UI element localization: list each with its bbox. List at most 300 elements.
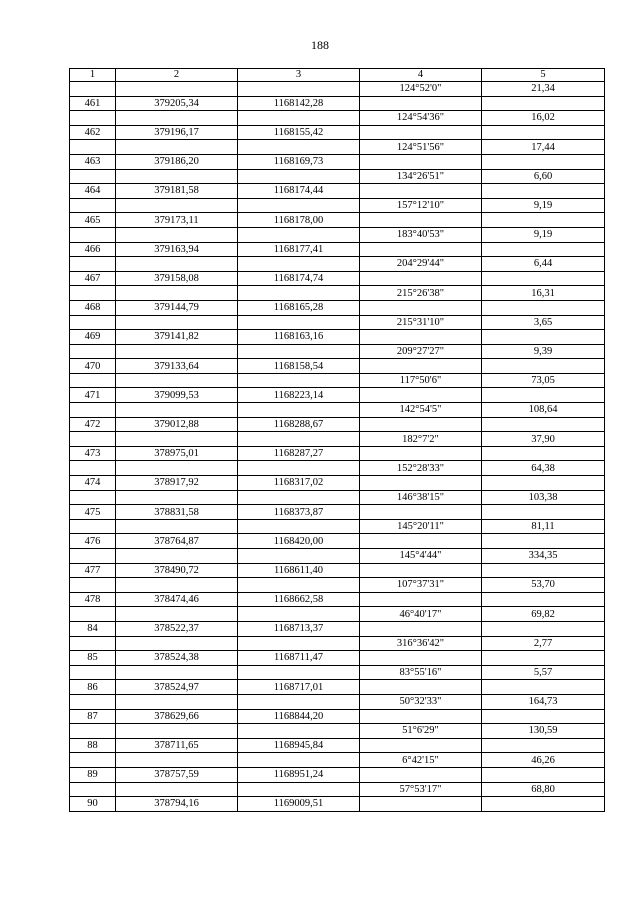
y-coordinate-cell: 1168844,20	[238, 709, 360, 724]
x-coordinate-cell: 378522,37	[116, 621, 238, 636]
empty-cell	[482, 738, 605, 753]
empty-cell	[482, 476, 605, 491]
empty-cell	[360, 680, 482, 695]
x-coordinate-cell: 378831,58	[116, 505, 238, 520]
x-coordinate-cell: 379173,11	[116, 213, 238, 228]
point-row	[70, 709, 605, 724]
empty-cell	[360, 271, 482, 286]
empty-cell	[482, 388, 605, 403]
direction-angle-cell: 215°26'38"	[360, 286, 482, 301]
empty-cell	[360, 592, 482, 607]
empty-cell	[360, 242, 482, 257]
empty-cell	[482, 797, 605, 812]
table-header-row	[70, 69, 605, 82]
empty-cell	[238, 111, 360, 126]
point-row	[70, 476, 605, 491]
distance-cell: 6,60	[482, 169, 605, 184]
direction-angle-cell: 46°40'17"	[360, 607, 482, 622]
empty-cell	[238, 665, 360, 680]
empty-cell	[360, 417, 482, 432]
column-header-4: 4	[360, 69, 482, 82]
point-number-cell: 464	[70, 184, 116, 199]
direction-angle-cell: 124°54'36"	[360, 111, 482, 126]
segment-row	[70, 227, 605, 242]
point-number-cell: 465	[70, 213, 116, 228]
direction-angle-cell: 145°20'11"	[360, 519, 482, 534]
empty-cell	[482, 359, 605, 374]
empty-cell	[70, 257, 116, 272]
distance-cell: 334,35	[482, 549, 605, 564]
segment-row	[70, 82, 605, 97]
empty-cell	[238, 724, 360, 739]
direction-angle-cell: 107°37'31"	[360, 578, 482, 593]
empty-cell	[482, 213, 605, 228]
y-coordinate-cell: 1168169,73	[238, 154, 360, 169]
empty-cell	[482, 446, 605, 461]
empty-cell	[238, 227, 360, 242]
empty-cell	[116, 315, 238, 330]
empty-cell	[116, 373, 238, 388]
direction-angle-cell: 183°40'53"	[360, 227, 482, 242]
empty-cell	[360, 476, 482, 491]
segment-row	[70, 665, 605, 680]
empty-cell	[360, 797, 482, 812]
empty-cell	[360, 154, 482, 169]
empty-cell	[116, 636, 238, 651]
direction-angle-cell: 152°28'33"	[360, 461, 482, 476]
empty-cell	[70, 286, 116, 301]
direction-angle-cell: 209°27'27"	[360, 344, 482, 359]
segment-row	[70, 578, 605, 593]
y-coordinate-cell: 1168713,37	[238, 621, 360, 636]
x-coordinate-cell: 379158,08	[116, 271, 238, 286]
empty-cell	[360, 300, 482, 315]
empty-cell	[482, 563, 605, 578]
x-coordinate-cell: 379012,88	[116, 417, 238, 432]
x-coordinate-cell: 378474,46	[116, 592, 238, 607]
direction-angle-cell: 215°31'10"	[360, 315, 482, 330]
empty-cell	[116, 432, 238, 447]
direction-angle-cell: 182°7'2"	[360, 432, 482, 447]
segment-row	[70, 636, 605, 651]
empty-cell	[238, 694, 360, 709]
segment-row	[70, 257, 605, 272]
empty-cell	[70, 461, 116, 476]
distance-cell: 130,59	[482, 724, 605, 739]
x-coordinate-cell: 379099,53	[116, 388, 238, 403]
empty-cell	[116, 782, 238, 797]
y-coordinate-cell: 1168178,00	[238, 213, 360, 228]
y-coordinate-cell: 1168717,01	[238, 680, 360, 695]
point-number-cell: 89	[70, 767, 116, 782]
x-coordinate-cell: 378524,38	[116, 651, 238, 666]
point-number-cell: 467	[70, 271, 116, 286]
empty-cell	[360, 621, 482, 636]
x-coordinate-cell: 378757,59	[116, 767, 238, 782]
empty-cell	[116, 227, 238, 242]
y-coordinate-cell: 1168142,28	[238, 96, 360, 111]
x-coordinate-cell: 379144,79	[116, 300, 238, 315]
point-row	[70, 563, 605, 578]
empty-cell	[116, 724, 238, 739]
point-row	[70, 271, 605, 286]
empty-cell	[70, 782, 116, 797]
distance-cell: 9,19	[482, 198, 605, 213]
direction-angle-cell: 142°54'5"	[360, 403, 482, 418]
y-coordinate-cell: 1168711,47	[238, 651, 360, 666]
empty-cell	[116, 694, 238, 709]
empty-cell	[482, 125, 605, 140]
empty-cell	[360, 96, 482, 111]
direction-angle-cell: 145°4'44"	[360, 549, 482, 564]
distance-cell: 37,90	[482, 432, 605, 447]
point-row	[70, 154, 605, 169]
segment-row	[70, 549, 605, 564]
point-number-cell: 87	[70, 709, 116, 724]
distance-cell: 53,70	[482, 578, 605, 593]
point-number-cell: 472	[70, 417, 116, 432]
distance-cell: 16,31	[482, 286, 605, 301]
empty-cell	[70, 724, 116, 739]
empty-cell	[70, 490, 116, 505]
empty-cell	[360, 184, 482, 199]
point-row	[70, 125, 605, 140]
y-coordinate-cell: 1169009,51	[238, 797, 360, 812]
empty-cell	[482, 767, 605, 782]
empty-cell	[116, 257, 238, 272]
point-number-cell: 476	[70, 534, 116, 549]
empty-cell	[70, 432, 116, 447]
distance-cell: 68,80	[482, 782, 605, 797]
x-coordinate-cell: 379133,64	[116, 359, 238, 374]
y-coordinate-cell: 1168174,44	[238, 184, 360, 199]
empty-cell	[116, 169, 238, 184]
segment-row	[70, 286, 605, 301]
direction-angle-cell: 146°38'15"	[360, 490, 482, 505]
point-number-cell: 468	[70, 300, 116, 315]
y-coordinate-cell: 1168174,74	[238, 271, 360, 286]
empty-cell	[70, 665, 116, 680]
empty-cell	[482, 651, 605, 666]
empty-cell	[360, 709, 482, 724]
empty-cell	[116, 82, 238, 97]
y-coordinate-cell: 1168165,28	[238, 300, 360, 315]
x-coordinate-cell: 379196,17	[116, 125, 238, 140]
direction-angle-cell: 124°51'56"	[360, 140, 482, 155]
point-row	[70, 417, 605, 432]
direction-angle-cell: 157°12'10"	[360, 198, 482, 213]
segment-row	[70, 782, 605, 797]
y-coordinate-cell: 1168317,02	[238, 476, 360, 491]
empty-cell	[70, 403, 116, 418]
empty-cell	[482, 621, 605, 636]
empty-cell	[70, 519, 116, 534]
distance-cell: 108,64	[482, 403, 605, 418]
x-coordinate-cell: 379186,20	[116, 154, 238, 169]
point-row	[70, 797, 605, 812]
y-coordinate-cell: 1168611,40	[238, 563, 360, 578]
empty-cell	[238, 169, 360, 184]
segment-row	[70, 694, 605, 709]
empty-cell	[482, 680, 605, 695]
empty-cell	[238, 82, 360, 97]
empty-cell	[238, 198, 360, 213]
empty-cell	[70, 607, 116, 622]
empty-cell	[482, 417, 605, 432]
x-coordinate-cell: 379141,82	[116, 330, 238, 345]
segment-row	[70, 753, 605, 768]
point-row	[70, 534, 605, 549]
direction-angle-cell: 117°50'6"	[360, 373, 482, 388]
empty-cell	[238, 636, 360, 651]
empty-cell	[238, 519, 360, 534]
distance-cell: 81,11	[482, 519, 605, 534]
distance-cell: 3,65	[482, 315, 605, 330]
point-number-cell: 463	[70, 154, 116, 169]
y-coordinate-cell: 1168155,42	[238, 125, 360, 140]
empty-cell	[70, 578, 116, 593]
point-row	[70, 651, 605, 666]
coordinates-table	[69, 68, 605, 812]
empty-cell	[238, 461, 360, 476]
empty-cell	[482, 242, 605, 257]
segment-row	[70, 607, 605, 622]
table-body	[70, 69, 605, 812]
empty-cell	[482, 300, 605, 315]
direction-angle-cell: 83°55'16"	[360, 665, 482, 680]
y-coordinate-cell: 1168420,00	[238, 534, 360, 549]
x-coordinate-cell: 378975,01	[116, 446, 238, 461]
empty-cell	[238, 286, 360, 301]
x-coordinate-cell: 379205,34	[116, 96, 238, 111]
point-row	[70, 738, 605, 753]
empty-cell	[238, 373, 360, 388]
point-number-cell: 86	[70, 680, 116, 695]
empty-cell	[116, 344, 238, 359]
x-coordinate-cell: 378711,65	[116, 738, 238, 753]
empty-cell	[238, 578, 360, 593]
point-number-cell: 88	[70, 738, 116, 753]
empty-cell	[482, 154, 605, 169]
y-coordinate-cell: 1168158,54	[238, 359, 360, 374]
empty-cell	[482, 96, 605, 111]
empty-cell	[238, 432, 360, 447]
distance-cell: 16,02	[482, 111, 605, 126]
segment-row	[70, 315, 605, 330]
point-row	[70, 592, 605, 607]
y-coordinate-cell: 1168662,58	[238, 592, 360, 607]
segment-row	[70, 111, 605, 126]
point-row	[70, 767, 605, 782]
point-number-cell: 473	[70, 446, 116, 461]
empty-cell	[116, 286, 238, 301]
distance-cell: 164,73	[482, 694, 605, 709]
direction-angle-cell: 124°52'0"	[360, 82, 482, 97]
point-number-cell: 477	[70, 563, 116, 578]
empty-cell	[116, 753, 238, 768]
point-row	[70, 505, 605, 520]
empty-cell	[70, 753, 116, 768]
empty-cell	[482, 505, 605, 520]
empty-cell	[116, 549, 238, 564]
empty-cell	[238, 257, 360, 272]
y-coordinate-cell: 1168288,67	[238, 417, 360, 432]
y-coordinate-cell: 1168177,41	[238, 242, 360, 257]
empty-cell	[360, 563, 482, 578]
point-row	[70, 359, 605, 374]
distance-cell: 103,38	[482, 490, 605, 505]
y-coordinate-cell: 1168287,27	[238, 446, 360, 461]
empty-cell	[116, 578, 238, 593]
empty-cell	[116, 665, 238, 680]
point-number-cell: 90	[70, 797, 116, 812]
distance-cell: 2,77	[482, 636, 605, 651]
direction-angle-cell: 316°36'42"	[360, 636, 482, 651]
distance-cell: 9,19	[482, 227, 605, 242]
empty-cell	[70, 198, 116, 213]
empty-cell	[238, 344, 360, 359]
distance-cell: 73,05	[482, 373, 605, 388]
segment-row	[70, 140, 605, 155]
point-number-cell: 462	[70, 125, 116, 140]
x-coordinate-cell: 378629,66	[116, 709, 238, 724]
empty-cell	[70, 636, 116, 651]
empty-cell	[116, 111, 238, 126]
distance-cell: 9,39	[482, 344, 605, 359]
empty-cell	[238, 315, 360, 330]
distance-cell: 6,44	[482, 257, 605, 272]
x-coordinate-cell: 378490,72	[116, 563, 238, 578]
x-coordinate-cell: 378794,16	[116, 797, 238, 812]
point-row	[70, 300, 605, 315]
distance-cell: 5,57	[482, 665, 605, 680]
column-header-1: 1	[70, 69, 116, 82]
point-number-cell: 84	[70, 621, 116, 636]
distance-cell: 46,26	[482, 753, 605, 768]
empty-cell	[360, 651, 482, 666]
direction-angle-cell: 134°26'51"	[360, 169, 482, 184]
empty-cell	[360, 388, 482, 403]
empty-cell	[360, 505, 482, 520]
distance-cell: 21,34	[482, 82, 605, 97]
x-coordinate-cell: 378917,92	[116, 476, 238, 491]
point-row	[70, 96, 605, 111]
empty-cell	[238, 607, 360, 622]
empty-cell	[238, 753, 360, 768]
y-coordinate-cell: 1168373,87	[238, 505, 360, 520]
point-number-cell: 474	[70, 476, 116, 491]
segment-row	[70, 403, 605, 418]
empty-cell	[116, 403, 238, 418]
empty-cell	[70, 82, 116, 97]
distance-cell: 69,82	[482, 607, 605, 622]
point-row	[70, 184, 605, 199]
empty-cell	[238, 140, 360, 155]
empty-cell	[482, 534, 605, 549]
point-number-cell: 85	[70, 651, 116, 666]
x-coordinate-cell: 378524,97	[116, 680, 238, 695]
empty-cell	[70, 373, 116, 388]
x-coordinate-cell: 379163,94	[116, 242, 238, 257]
x-coordinate-cell: 379181,58	[116, 184, 238, 199]
distance-cell: 64,38	[482, 461, 605, 476]
segment-row	[70, 432, 605, 447]
column-header-3: 3	[238, 69, 360, 82]
empty-cell	[70, 111, 116, 126]
point-number-cell: 478	[70, 592, 116, 607]
empty-cell	[360, 359, 482, 374]
column-header-2: 2	[116, 69, 238, 82]
empty-cell	[482, 271, 605, 286]
empty-cell	[70, 315, 116, 330]
empty-cell	[360, 446, 482, 461]
empty-cell	[70, 549, 116, 564]
empty-cell	[482, 709, 605, 724]
point-number-cell: 469	[70, 330, 116, 345]
point-row	[70, 213, 605, 228]
page-number: 188	[311, 38, 329, 52]
empty-cell	[116, 490, 238, 505]
point-number-cell: 461	[70, 96, 116, 111]
empty-cell	[70, 344, 116, 359]
empty-cell	[360, 213, 482, 228]
empty-cell	[116, 461, 238, 476]
y-coordinate-cell: 1168945,84	[238, 738, 360, 753]
point-number-cell: 475	[70, 505, 116, 520]
segment-row	[70, 169, 605, 184]
segment-row	[70, 519, 605, 534]
empty-cell	[116, 519, 238, 534]
y-coordinate-cell: 1168223,14	[238, 388, 360, 403]
empty-cell	[238, 782, 360, 797]
empty-cell	[360, 767, 482, 782]
segment-row	[70, 198, 605, 213]
empty-cell	[238, 403, 360, 418]
direction-angle-cell: 6°42'15"	[360, 753, 482, 768]
segment-row	[70, 373, 605, 388]
empty-cell	[482, 184, 605, 199]
empty-cell	[482, 330, 605, 345]
direction-angle-cell: 57°53'17"	[360, 782, 482, 797]
x-coordinate-cell: 378764,87	[116, 534, 238, 549]
segment-row	[70, 724, 605, 739]
empty-cell	[70, 169, 116, 184]
distance-cell: 17,44	[482, 140, 605, 155]
empty-cell	[360, 125, 482, 140]
direction-angle-cell: 204°29'44"	[360, 257, 482, 272]
empty-cell	[360, 738, 482, 753]
empty-cell	[70, 140, 116, 155]
point-row	[70, 680, 605, 695]
segment-row	[70, 344, 605, 359]
y-coordinate-cell: 1168163,16	[238, 330, 360, 345]
point-number-cell: 471	[70, 388, 116, 403]
empty-cell	[116, 607, 238, 622]
empty-cell	[482, 592, 605, 607]
point-row	[70, 621, 605, 636]
point-row	[70, 242, 605, 257]
empty-cell	[238, 549, 360, 564]
empty-cell	[116, 140, 238, 155]
point-row	[70, 446, 605, 461]
empty-cell	[70, 227, 116, 242]
empty-cell	[238, 490, 360, 505]
y-coordinate-cell: 1168951,24	[238, 767, 360, 782]
column-header-5: 5	[482, 69, 605, 82]
segment-row	[70, 490, 605, 505]
segment-row	[70, 461, 605, 476]
direction-angle-cell: 50°32'33"	[360, 694, 482, 709]
